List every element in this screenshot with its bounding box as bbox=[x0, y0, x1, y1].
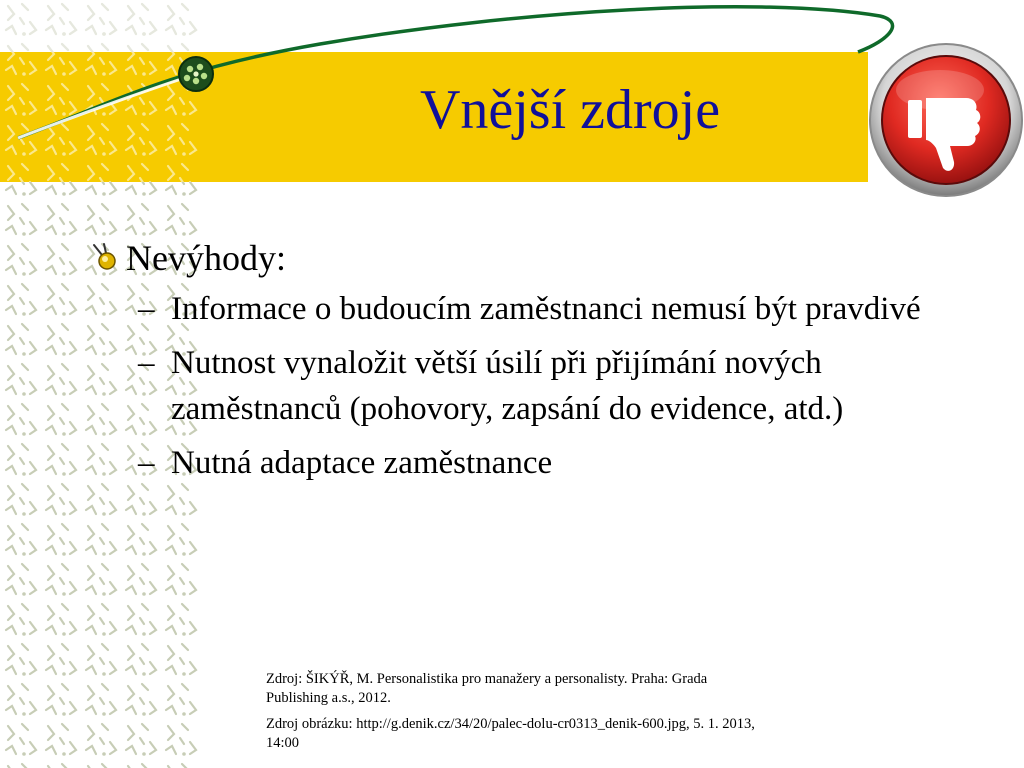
bead-icon bbox=[179, 57, 213, 91]
dash-marker: – bbox=[138, 445, 155, 481]
bullet-pin-icon bbox=[90, 242, 120, 272]
dash-marker: – bbox=[138, 345, 155, 381]
list-item bbox=[90, 340, 950, 432]
list-item bbox=[90, 440, 950, 486]
list-item-text: Nutnost vynaložit větší úsilí při přijímání nových zaměstnanců (pohovory, zapsání do evidence, atd.) bbox=[171, 345, 844, 427]
footer-source: Zdroj: ŠIKÝŘ, M. Personalistika pro manažery a personalisty. Praha: Grada Publishing a.s., 2012. bbox=[266, 671, 708, 706]
list-item bbox=[90, 286, 950, 332]
slide-title: Vnější zdroje bbox=[419, 79, 721, 141]
bullet-heading: Nevýhody: bbox=[126, 238, 286, 278]
footer-references bbox=[266, 670, 756, 760]
list-item-text: Nutná adaptace zaměstnance bbox=[171, 445, 553, 481]
bullet-heading-row bbox=[90, 236, 950, 280]
thumbs-down-icon bbox=[866, 40, 1024, 198]
slide-content bbox=[90, 236, 950, 494]
dash-marker: – bbox=[138, 291, 155, 327]
sub-bullet-list bbox=[90, 286, 950, 486]
list-item-text: Informace o budoucím zaměstnanci nemusí být pravdivé bbox=[171, 291, 921, 327]
footer-image-source: Zdroj obrázku: http://g.denik.cz/34/20/palec-dolu-cr0313_denik-600.jpg, 5. 1. 2013, 14:00 bbox=[266, 716, 755, 751]
